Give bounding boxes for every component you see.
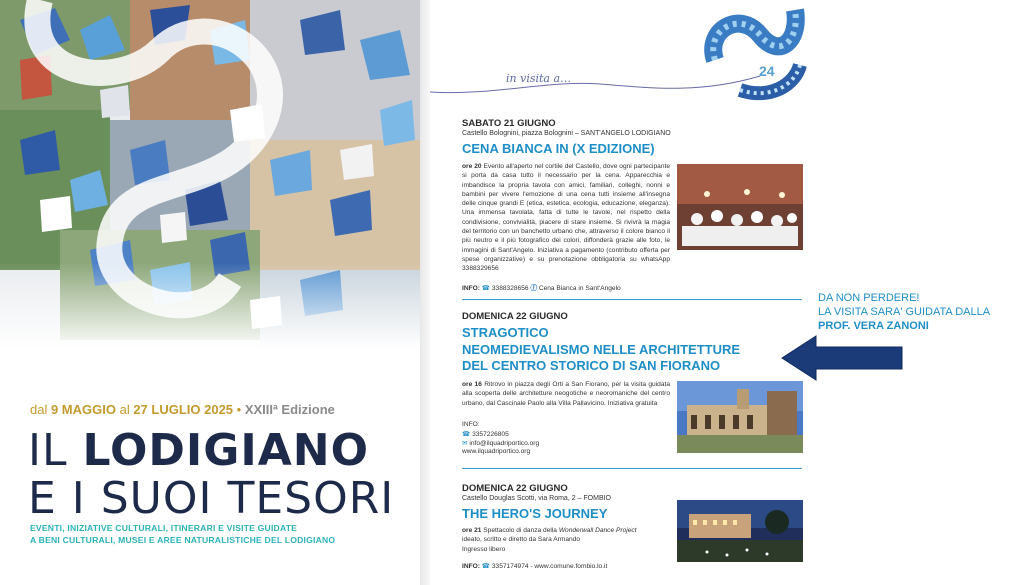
facebook-icon: ⓕ <box>530 285 537 292</box>
event1-location: Castello Bolognini, piazza Bolognini – SANT'ANGELO LODIGIANO <box>462 130 671 137</box>
mail-icon: ✉ <box>462 440 468 447</box>
event1-photo <box>677 164 803 250</box>
annotation-line2: LA VISITA SARA' GUIDATA DALLA <box>818 306 991 318</box>
section-label: in visita a… <box>506 72 572 85</box>
cover-title-line1: IL LODIGIANO <box>28 425 370 476</box>
cover-subtitle-line2: A BENI CULTURALI, MUSEI E AREE NATURALISTICHE DEL LODIGIANO <box>30 535 336 545</box>
event2-title-line3: DEL CENTRO STORICO DI SAN FIORANO <box>462 358 721 373</box>
event1-info: INFO: ☎ 3388328656 ⓕ Cena Bianca in Sant'Angelo <box>462 285 621 292</box>
event2-info-label: INFO: <box>462 421 480 428</box>
event2-date: DOMENICA 22 GIUGNO <box>462 311 568 322</box>
separator <box>462 299 802 300</box>
book-spine <box>420 0 430 585</box>
event2-photo <box>677 381 803 453</box>
event2-phone: ☎ 3357226805 <box>462 431 509 438</box>
event2-title-line1: STRAGOTICO <box>462 325 549 340</box>
event3-date: DOMENICA 22 GIUGNO <box>462 483 568 494</box>
cover-subtitle-line1: EVENTI, INIZIATIVE CULTURALI, ITINERARI E VISITE GUIDATE <box>30 523 298 533</box>
event3-location: Castello Douglas Scotti, via Roma, 2 – FOMBIO <box>462 495 611 502</box>
cover-page <box>0 0 420 585</box>
event3-description: ore 21 Spettacolo di danza della Wonderwall Dance Project ideato, scritto e diretto da Sara Armando Ingresso libero <box>462 527 637 553</box>
event1-description: ore 20 Evento all'aperto nel cortile del Castello, dove ogni partecipante si porta da casa tutto il necessario per la cena. Apparecchia e imbandisce la propria tavola con amici, familiari, colleghi, nonni e bambini per vivere l'emozione di una cena tutti insieme all'insegna delle cinque grandi E (etica, estetica, ecologia, educazione, eleganza). Una immensa tavolata, fatta di tutte le tavole, nel rispetto della condivisione, convivialità, piacere di stare insieme. Si rivivrà la magia del territorio con un banchetto urbano che, attraverso il colore bianco il più neutro e il più fotografico dei colori, diffonderà grazie alle foto, le immagini di Sant'Angelo. Iniziativa a pagamento (contributo offerta per spese organizzative) e su prenotazione obbligatoria su whatsApp 3388329656 <box>462 163 670 273</box>
phone-icon: ☎ <box>462 431 471 438</box>
event-dates: dal 9 MAGGIO al 27 LUGLIO 2025 • XXIIIª Edizione <box>30 402 335 417</box>
event3-title: THE HERO'S JOURNEY <box>462 506 608 521</box>
event3-info: INFO: ☎ 3357174974 - www.comune.fombio.lo.it <box>462 563 608 570</box>
event2-description: ore 16 Ritrovo in piazza degli Orti a San Fiorano, per la visita guidata alla scoperta delle architetture neogotiche e neoromaniche del centro urbano, dal Cascinale Paolo alla Villa Pallavicino. Iniziativa gratuita <box>462 381 670 407</box>
event2-title-line2: NEOMEDIEVALISMO NELLE ARCHITETTURE <box>462 342 741 357</box>
annotation-line1: DA NON PERDERE! <box>818 292 920 304</box>
event1-date: SABATO 21 GIUGNO <box>462 118 556 129</box>
annotation-line3: PROF. VERA ZANONI <box>818 320 929 332</box>
phone-icon: ☎ <box>481 563 491 570</box>
phone-icon: ☎ <box>481 285 491 292</box>
page-number: 24 <box>759 63 775 79</box>
event3-photo <box>677 500 803 562</box>
event1-title: CENA BIANCA IN (X EDIZIONE) <box>462 141 655 156</box>
mosaic-artwork <box>0 0 420 350</box>
separator <box>462 468 802 469</box>
left-arrow-icon <box>780 334 904 382</box>
cover-title-line2: E I SUOI TESORI <box>28 473 395 524</box>
event2-email: ✉ info@ilquadriportico.org <box>462 440 540 447</box>
section-swash-line <box>430 70 770 100</box>
event2-website: www.ilquadriportico.org <box>462 448 531 455</box>
